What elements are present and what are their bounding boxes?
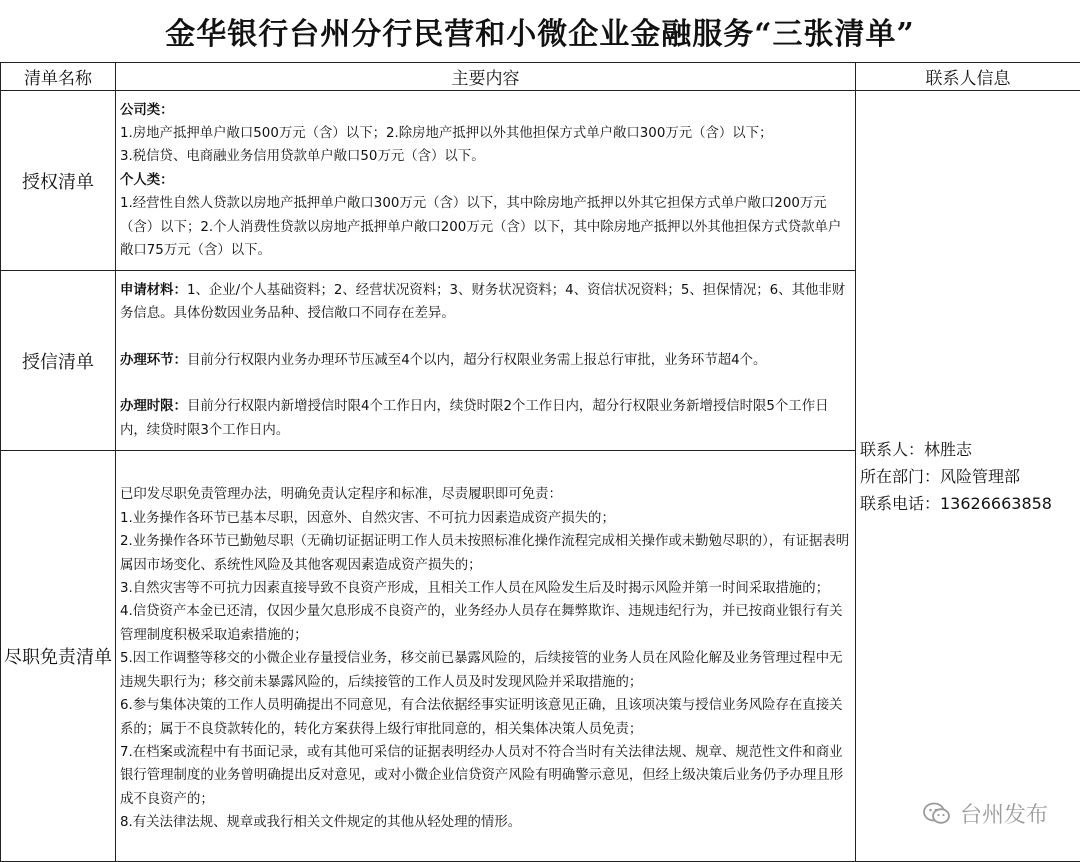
list-item: 5.因工作调整等移交的小微企业存量授信业务，移交前已暴露风险的，后续接管的业务人员在风险化解及业务管理过程中无违规失职行为；移交前未暴露风险的，后续接管的工作人员及时发现风险并采取措施的； — [120, 651, 843, 690]
list-item: 3.自然灾害等不可抗力因素直接导致不良资产形成，且相关工作人员在风险发生后及时揭示风险并第一时间采取措施的； — [120, 581, 830, 597]
row-name-due-diligence: 尽职免责清单 — [1, 451, 116, 862]
contact-person: 联系人：林胜志 — [860, 439, 973, 459]
wechat-icon — [922, 801, 952, 827]
contact-department: 所在部门：风险管理部 — [860, 466, 1021, 486]
contact-phone: 联系电话：13626663858 — [860, 493, 1052, 513]
list-item: 已印发尽职免责管理办法，明确免责认定程序和标准，尽责履职即可免责： — [120, 487, 562, 503]
spacer — [120, 326, 851, 349]
header-contact-info: 联系人信息 — [856, 63, 1080, 91]
row-name-credit: 授信清单 — [1, 271, 116, 451]
table-header-row — [1, 63, 1080, 91]
list-item: 1.经营性自然人贷款以房地产抵押单户敞口300万元（含）以下，其中除房地产抵押以外其它担保方式单户敞口200万元（含）以下；2.个人消费性贷款以房地产抵押单户敞口200万元（含）以下，其中除房地产抵押以外其他担保方式贷款单户敞口75万元（含）以下。 — [120, 196, 842, 259]
spacer — [120, 372, 851, 395]
list-item: 申请材料：1、企业/个人基础资料；2、经营状况资料；3、财务状况资料；4、资信状况资料；5、担保情况；6、其他非财务信息。具体份数因业务品种、授信敞口不同存在差异。 — [120, 282, 846, 322]
row-content-authorization — [116, 91, 856, 271]
list-item: 1.房地产抵押单户敞口500万元（含）以下；2.除房地产抵押以外其他担保方式单户敞口300万元（含）以下； — [120, 125, 773, 141]
watermark-text: 台州发布 — [959, 803, 1048, 828]
list-item: 公司类： — [120, 102, 174, 118]
list-item: 6.参与集体决策的工作人员明确提出不同意见，有合法依据经事实证明该意见正确，且该项决策与授信业务风险存在直接关系的；属于不良贷款转化的，转化方案获得上级行审批同意的，相关集体决策人员免责； — [120, 698, 843, 737]
list-item: 7.在档案或流程中有书面记录，或有其他可采信的证据表明经办人员对不符合当时有关法律法规、规章、规范性文件和商业银行管理制度的业务曾明确提出反对意见，或对小微企业信贷资产风险有明确警示意见，但经上级决策后业务仍予办理且形成不良资产的； — [120, 744, 844, 807]
header-main-content: 主要内容 — [116, 63, 856, 91]
row-content-due-diligence — [116, 451, 856, 862]
list-item: 8.有关法律法规、规章或我行相关文件规定的其他从轻处理的情形。 — [120, 815, 522, 831]
row-content-credit — [116, 271, 856, 451]
list-item: 2.业务操作各环节已勤勉尽职（无确切证据证明工作人员未按照标准化操作流程完成相关操作或未勤勉尽职的），有证据表明属因市场变化、系统性风险及其他客观因素造成资产损失的； — [120, 534, 850, 573]
list-item: 1.业务操作各环节已基本尽职，因意外、自然灾害、不可抗力因素造成资产损失的； — [120, 510, 615, 526]
list-item: 3.税信贷、电商融业务信用贷款单户敞口50万元（含）以下。 — [120, 149, 485, 165]
row-name-authorization: 授权清单 — [1, 91, 116, 271]
table-row-authorization — [1, 91, 1080, 271]
list-item: 办理环节：目前分行权限内业务办理环节压减至4个以内，超分行权限业务需上报总行审批，业务环节超4个。 — [120, 352, 767, 368]
page-title: 金华银行台州分行民营和小微企业金融服务“三张清单” — [165, 17, 915, 52]
list-item: 4.信贷资产本金已还清，仅因少量欠息形成不良资产的，业务经办人员存在舞弊欺诈、违规违纪行为，并已按商业银行有关管理制度积极采取追索措施的； — [120, 604, 843, 643]
list-item: 个人类： — [120, 172, 174, 188]
service-list-table — [0, 62, 1080, 862]
contact-info-cell — [856, 91, 1080, 862]
header-list-name: 清单名称 — [1, 63, 116, 91]
list-item: 办理时限：目前分行权限内新增授信时限4个工作日内，续贷时限2个工作日内，超分行权限业务新增授信时限5个工作日内，续贷时限3个工作日内。 — [120, 399, 829, 438]
watermark — [922, 798, 1048, 829]
